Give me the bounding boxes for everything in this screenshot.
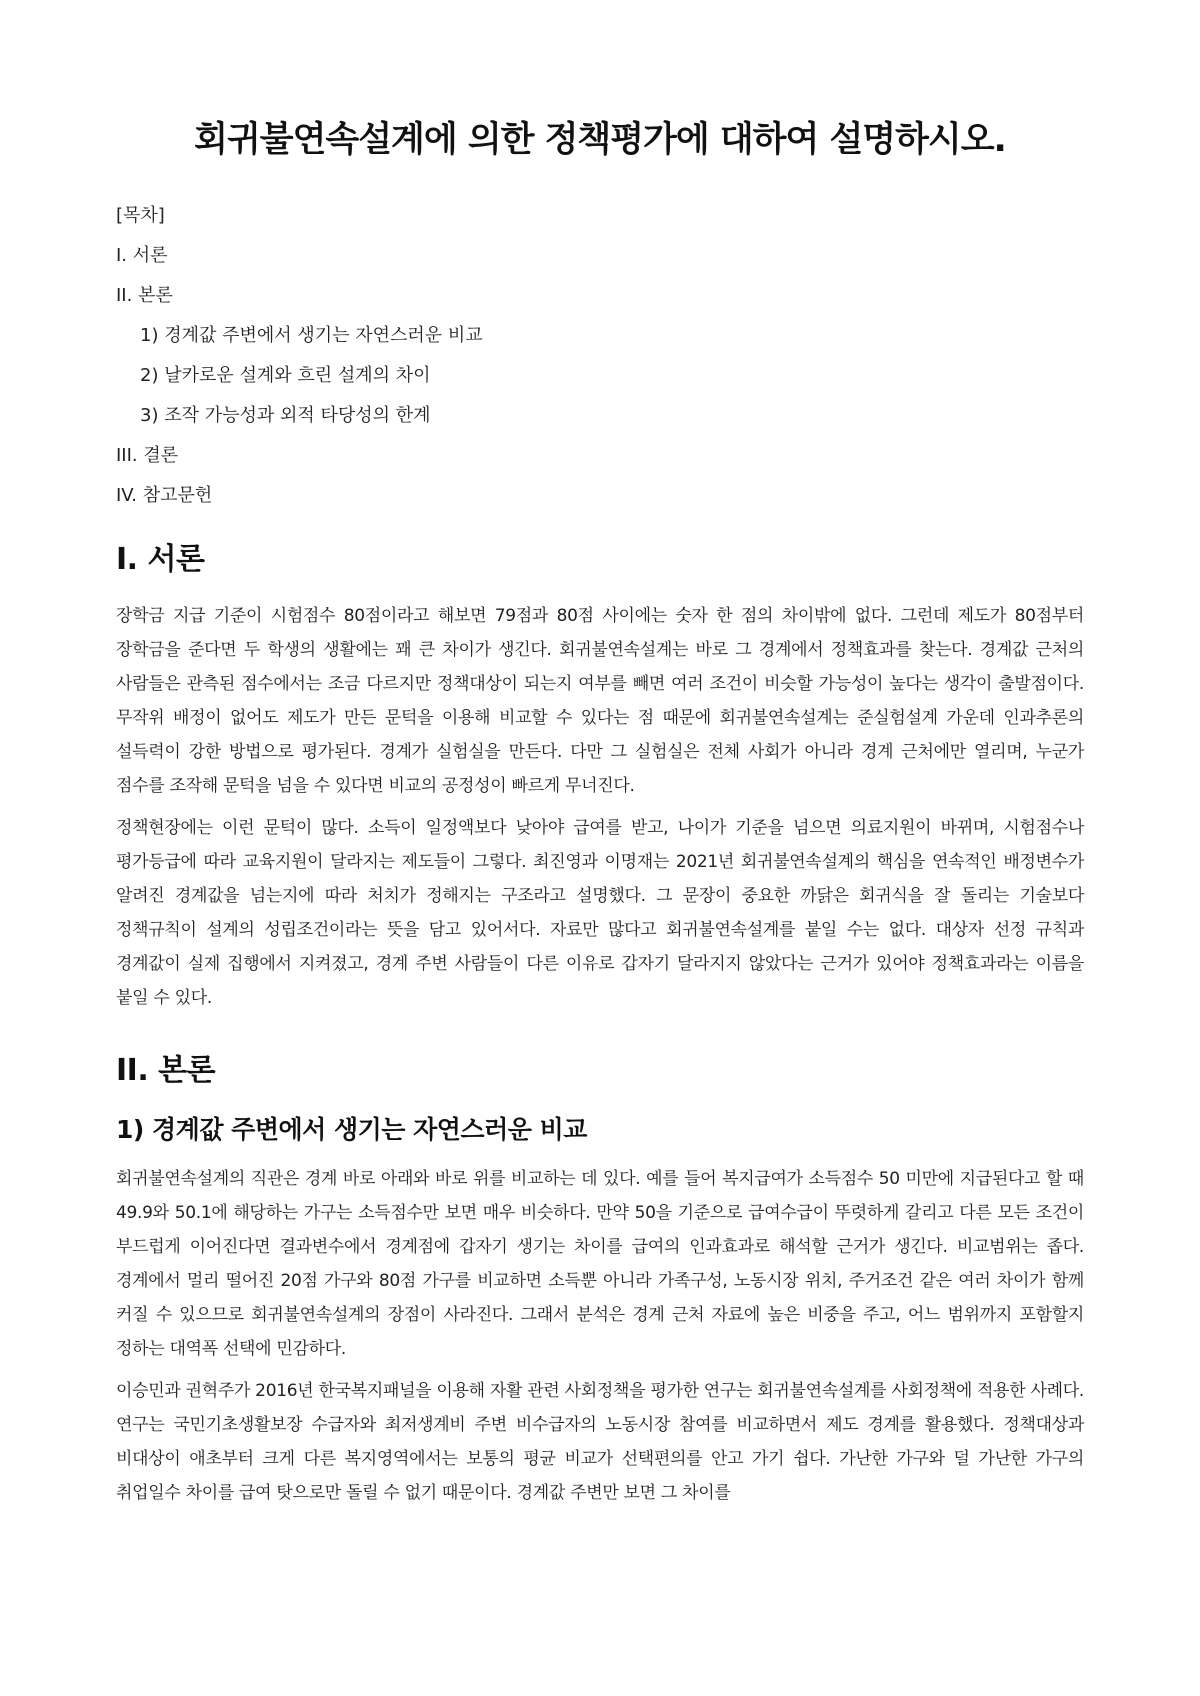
toc-item-conclusion: III. 결론	[116, 444, 179, 466]
table-of-contents	[116, 196, 1084, 516]
body-1-paragraph-2: 이승민과 권혁주가 2016년 한국복지패널을 이용해 자활 관련 사회정책을 평가한 연구는 회귀불연속설계를 사회정책에 적용한 사례다. 연구는 국민기초생활보장 수급자와 최저생계비 주변 비수급자의 노동시장 참여를 비교하면서 제도 경계를 활용했다. 정책대상과 비대상이 애초부터 크게 다른 복지영역에서는 보통의 평균 비교가 선택편의를 안고 가기 쉽다. 가난한 가구와 덜 가난한 가구의 취업일수 차이를 급여 탓으로만 돌릴 수 없기 때문이다. 경계값 주변만 보면 그 차이를	[116, 1381, 1084, 1503]
document-title: 회귀불연속설계에 의한 정책평가에 대하여 설명하시오.	[194, 120, 1006, 160]
section-intro	[116, 540, 1084, 1015]
toc-item-body-1: 1) 경계값 주변에서 생기는 자연스러운 비교	[140, 324, 483, 346]
body-1-paragraph-1: 회귀불연속설계의 직관은 경계 바로 아래와 바로 위를 비교하는 데 있다. 예를 들어 복지급여가 소득점수 50 미만에 지급된다고 할 때 49.9와 50.1에 해당하는 가구는 소득점수만 보면 매우 비슷하다. 만약 50을 기준으로 급여수급이 뚜렷하게 갈리고 다른 모든 조건이 부드럽게 이어진다면 결과변수에서 경계점에 갑자기 생기는 차이를 급여의 인과효과로 해석할 근거가 생긴다. 비교범위는 좁다. 경계에서 멀리 떨어진 20점 가구와 80점 가구를 비교하면 소득뿐 아니라 가족구성, 노동시장 위치, 주거조건 같은 여러 차이가 함께 커질 수 있으므로 회귀불연속설계의 장점이 사라진다. 그래서 분석은 경계 근처 자료에 높은 비중을 주고, 어느 범위까지 포함할지 정하는 대역폭 선택에 민감하다.	[116, 1169, 1084, 1359]
toc-heading: [목차]	[116, 204, 165, 226]
toc-item-intro: I. 서론	[116, 244, 168, 266]
section-body	[116, 1051, 1084, 1511]
toc-item-body-2: 2) 날카로운 설계와 흐린 설계의 차이	[140, 364, 431, 386]
intro-paragraph-2: 정책현장에는 이런 문턱이 많다. 소득이 일정액보다 낮아야 급여를 받고, 나이가 기준을 넘으면 의료지원이 바뀌며, 시험점수나 평가등급에 따라 교육지원이 달라지는 제도들이 그렇다. 최진영과 이명재는 2021년 회귀불연속설계의 핵심을 연속적인 배정변수가 알려진 경계값을 넘는지에 따라 처치가 정해지는 구조라고 설명했다. 그 문장이 중요한 까닭은 회귀식을 잘 돌리는 기술보다 정책규칙이 설계의 성립조건이라는 뜻을 담고 있어서다. 자료만 많다고 회귀불연속설계를 붙일 수는 없다. 대상자 선정 규칙과 경계값이 실제 집행에서 지켜졌고, 경계 주변 사람들이 다른 이유로 갑자기 달라지지 않았다는 근거가 있어야 정책효과라는 이름을 붙일 수 있다.	[116, 817, 1084, 1008]
section-heading-body: II. 본론	[116, 1052, 216, 1088]
toc-item-body-3: 3) 조작 가능성과 외적 타당성의 한계	[140, 404, 431, 426]
section-heading-intro: I. 서론	[116, 541, 205, 577]
subsection-heading-1: 1) 경계값 주변에서 생기는 자연스러운 비교	[116, 1114, 587, 1144]
toc-item-references: IV. 참고문헌	[116, 484, 213, 506]
toc-item-body: II. 본론	[116, 284, 173, 306]
intro-paragraph-1: 장학금 지급 기준이 시험점수 80점이라고 해보면 79점과 80점 사이에는 숫자 한 점의 차이밖에 없다. 그런데 제도가 80점부터 장학금을 준다면 두 학생의 생활에는 꽤 큰 차이가 생긴다. 회귀불연속설계는 바로 그 경계에서 정책효과를 찾는다. 경계값 근처의 사람들은 관측된 점수에서는 조금 다르지만 정책대상이 되는지 여부를 빼면 여러 조건이 비슷할 가능성이 높다는 생각이 출발점이다. 무작위 배정이 없어도 제도가 만든 문턱을 이용해 비교할 수 있다는 점 때문에 회귀불연속설계는 준실험설계 가운데 인과추론의 설득력이 강한 방법으로 평가된다. 경계가 실험실을 만든다. 다만 그 실험실은 전체 사회가 아니라 경계 근처에만 열리며, 누군가 점수를 조작해 문턱을 넘을 수 있다면 비교의 공정성이 빠르게 무너진다.	[116, 605, 1084, 796]
